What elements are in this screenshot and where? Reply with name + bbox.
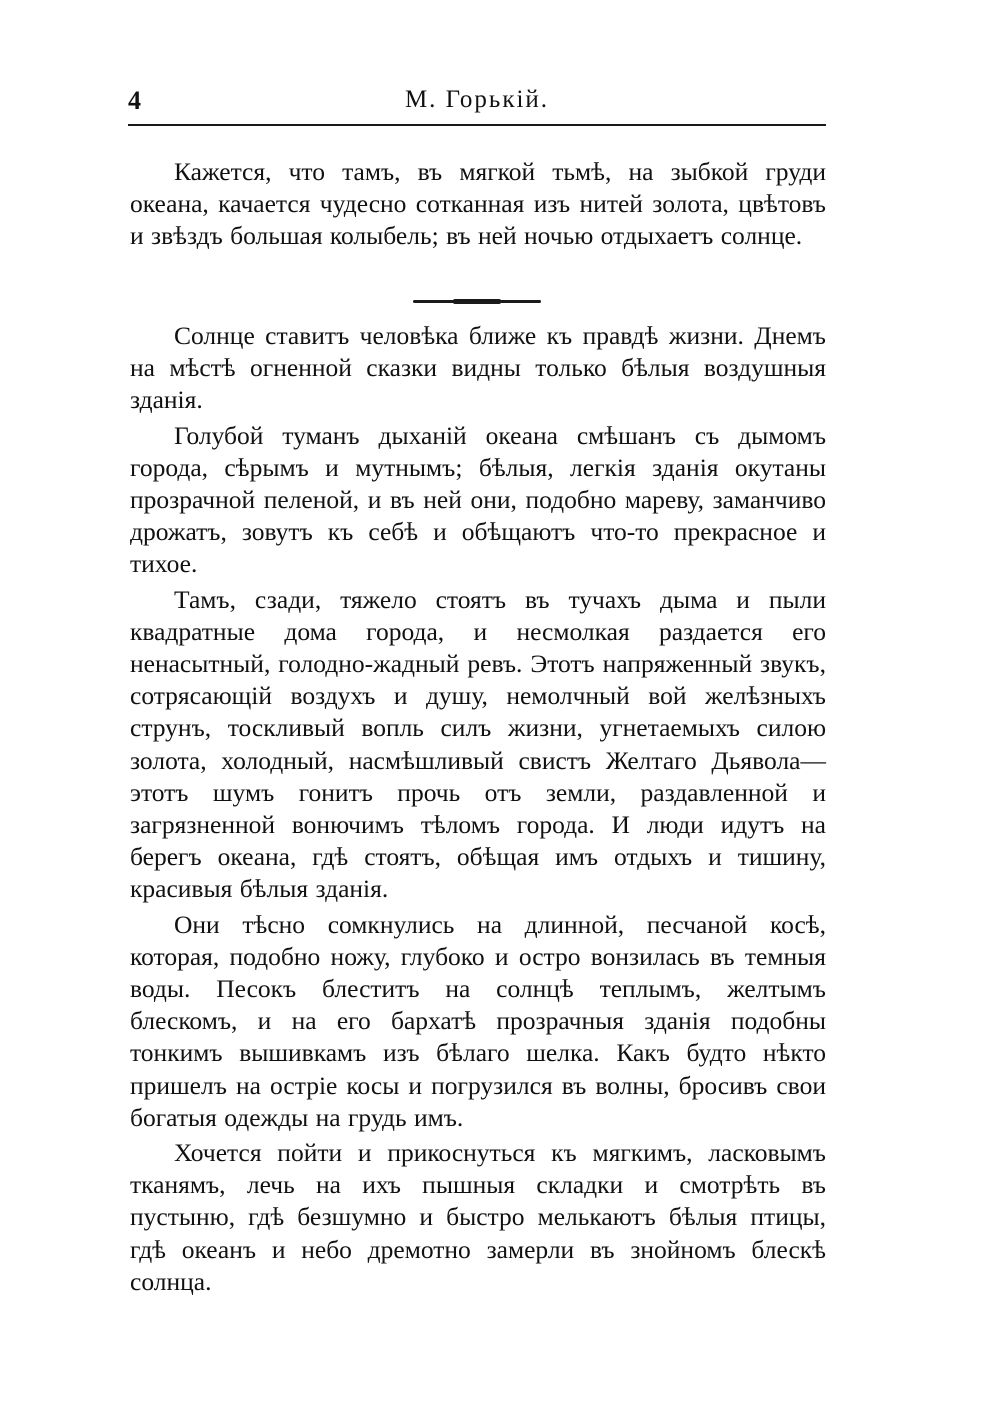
- paragraph: Тамъ, сзади, тяжело стоятъ въ тучахъ дыма и пыли квадратные дома города, и несмолкая раздается его ненасытный, голодно-жадный ревъ. Этотъ напряженный звукъ, сотрясающій воздухъ и душу, немолчный вой желѣзныхъ струнъ, тоскливый вопль силъ жизни, угнетаемыхъ силою золота, холодный, насмѣшливый свистъ Желтаго Дьявола—этотъ шумъ гонитъ прочь отъ земли, раздавленной и загрязненной вонючимъ тѣломъ города. И люди идутъ на берегъ океана, гдѣ стоятъ, обѣщая имъ отдыхъ и тишину, красивыя бѣлыя зданія.: [130, 584, 826, 904]
- running-head: [128, 84, 826, 126]
- section-separator: [413, 300, 541, 303]
- paragraph: Кажется, что тамъ, въ мягкой тьмѣ, на зыбкой груди океана, качается чудесно сотканная изъ нитей золота, цвѣтовъ и звѣздъ большая колыбель; въ ней ночью отдыхаетъ солнце.: [130, 157, 826, 251]
- paragraph: Солнце ставитъ человѣка ближе къ правдѣ жизни. Днемъ на мѣстѣ огненной сказки видны только бѣлыя воздушныя зданія.: [130, 321, 826, 415]
- page-number: 4: [128, 86, 141, 115]
- paragraph: Хочется пойти и прикоснуться къ мягкимъ, ласковымъ тканямъ, лечь на ихъ пышныя складки и смотрѣть въ пустыню, гдѣ безшумно и быстро мелькаютъ бѣлыя птицы, гдѣ океанъ и небо дремотно замерли въ знойномъ блескѣ солнца.: [130, 1138, 826, 1296]
- paragraph: Голубой туманъ дыханій океана смѣшанъ съ дымомъ города, сѣрымъ и мутнымъ; бѣлыя, легкія зданія окутаны прозрачной пеленой, и въ ней они, подобно мареву, заманчиво дрожатъ, зовутъ къ себѣ и обѣщаютъ что-то прекрасное и тихое.: [130, 420, 826, 579]
- text-section-night: [130, 156, 826, 256]
- paragraph: Они тѣсно сомкнулись на длинной, песчаной косѣ, которая, подобно ножу, глубоко и остро вонзилась въ темныя воды. Песокъ блеститъ на солнцѣ теплымъ, желтымъ блескомъ, и на его бархатѣ прозрачныя зданія подобны тонкимъ вышивкамъ изъ бѣлаго шелка. Какъ будто нѣкто пришелъ на остріе косы и погрузился въ волны, бросивъ свои богатыя одежды на грудь имъ.: [130, 909, 826, 1132]
- header-title: М. Горькій.: [404, 86, 550, 113]
- text-section-day: [130, 320, 826, 1301]
